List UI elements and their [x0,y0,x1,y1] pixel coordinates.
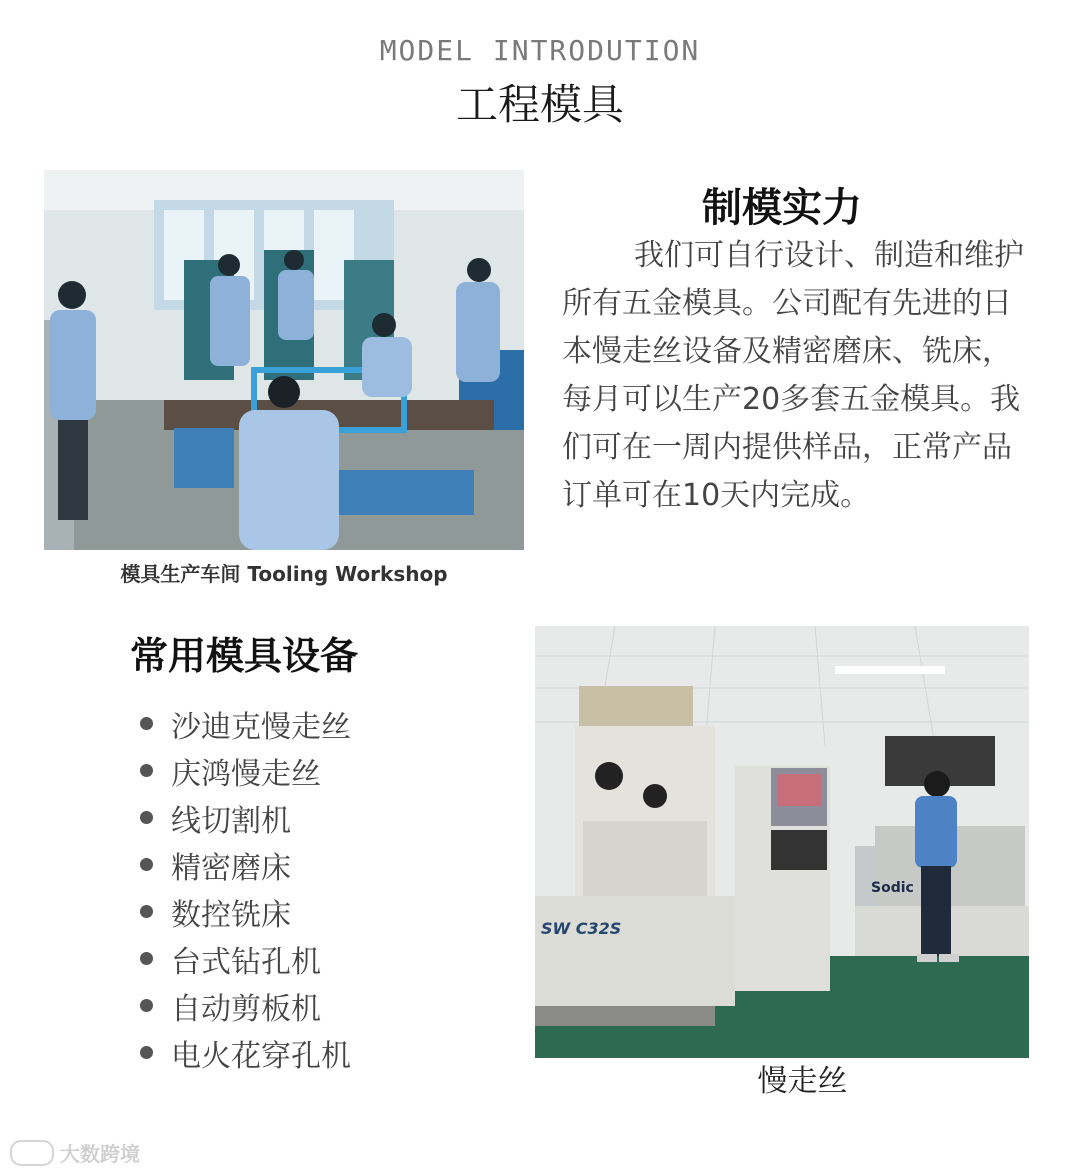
list-item [136,700,351,747]
list-item-label: 台式钻孔机 [171,944,321,980]
watermark [10,1138,140,1167]
watermark-logo-icon [10,1140,54,1166]
list-item-label: 电火花穿孔机 [171,1038,351,1074]
strength-paragraph [562,232,1032,520]
list-item [136,794,351,841]
list-item [136,1029,351,1076]
machine-brand-label: Sodic [871,880,914,896]
watermark-text: 大数跨境 [60,1142,140,1166]
machine-illustration [535,626,1029,1058]
list-item [136,982,351,1029]
list-item [136,888,351,935]
list-item [136,841,351,888]
bullet-icon [140,905,153,918]
machine-model-label: SW C32S [541,919,622,938]
bullet-icon [140,858,153,871]
workshop-photo [44,170,524,550]
workshop-caption: 模具生产车间 Tooling Workshop [120,562,448,586]
machine-caption: 慢走丝 [757,1064,848,1099]
strength-title: 制模实力 [702,185,862,231]
workshop-illustration [44,170,524,550]
bullet-icon [140,1046,153,1059]
subtitle-en: MODEL INTRODUTION [379,34,701,67]
page-title: 工程模具 [455,80,624,129]
list-item-label: 庆鸿慢走丝 [171,756,321,792]
list-item [136,935,351,982]
list-item-label: 线切割机 [171,803,291,839]
list-item-label: 精密磨床 [171,850,291,886]
machine-photo [535,626,1029,1058]
list-item [136,747,351,794]
bullet-icon [140,952,153,965]
list-item-label: 数控铣床 [171,897,291,933]
bullet-icon [140,999,153,1012]
equipment-list [136,700,351,1076]
list-item-label: 自动剪板机 [171,991,321,1027]
bullet-icon [140,717,153,730]
bullet-icon [140,811,153,824]
list-item-label: 沙迪克慢走丝 [171,709,351,745]
equipment-title: 常用模具设备 [130,634,359,678]
strength-paragraph-text: 我们可自行设计、制造和维护所有五金模具。公司配有先进的日本慢走丝设备及精密磨床、铣床，每月可以生产20多套五金模具。我们可在一周内提供样品，正常产品订单可在10天内完成。 [562,238,1024,513]
bullet-icon [140,764,153,777]
